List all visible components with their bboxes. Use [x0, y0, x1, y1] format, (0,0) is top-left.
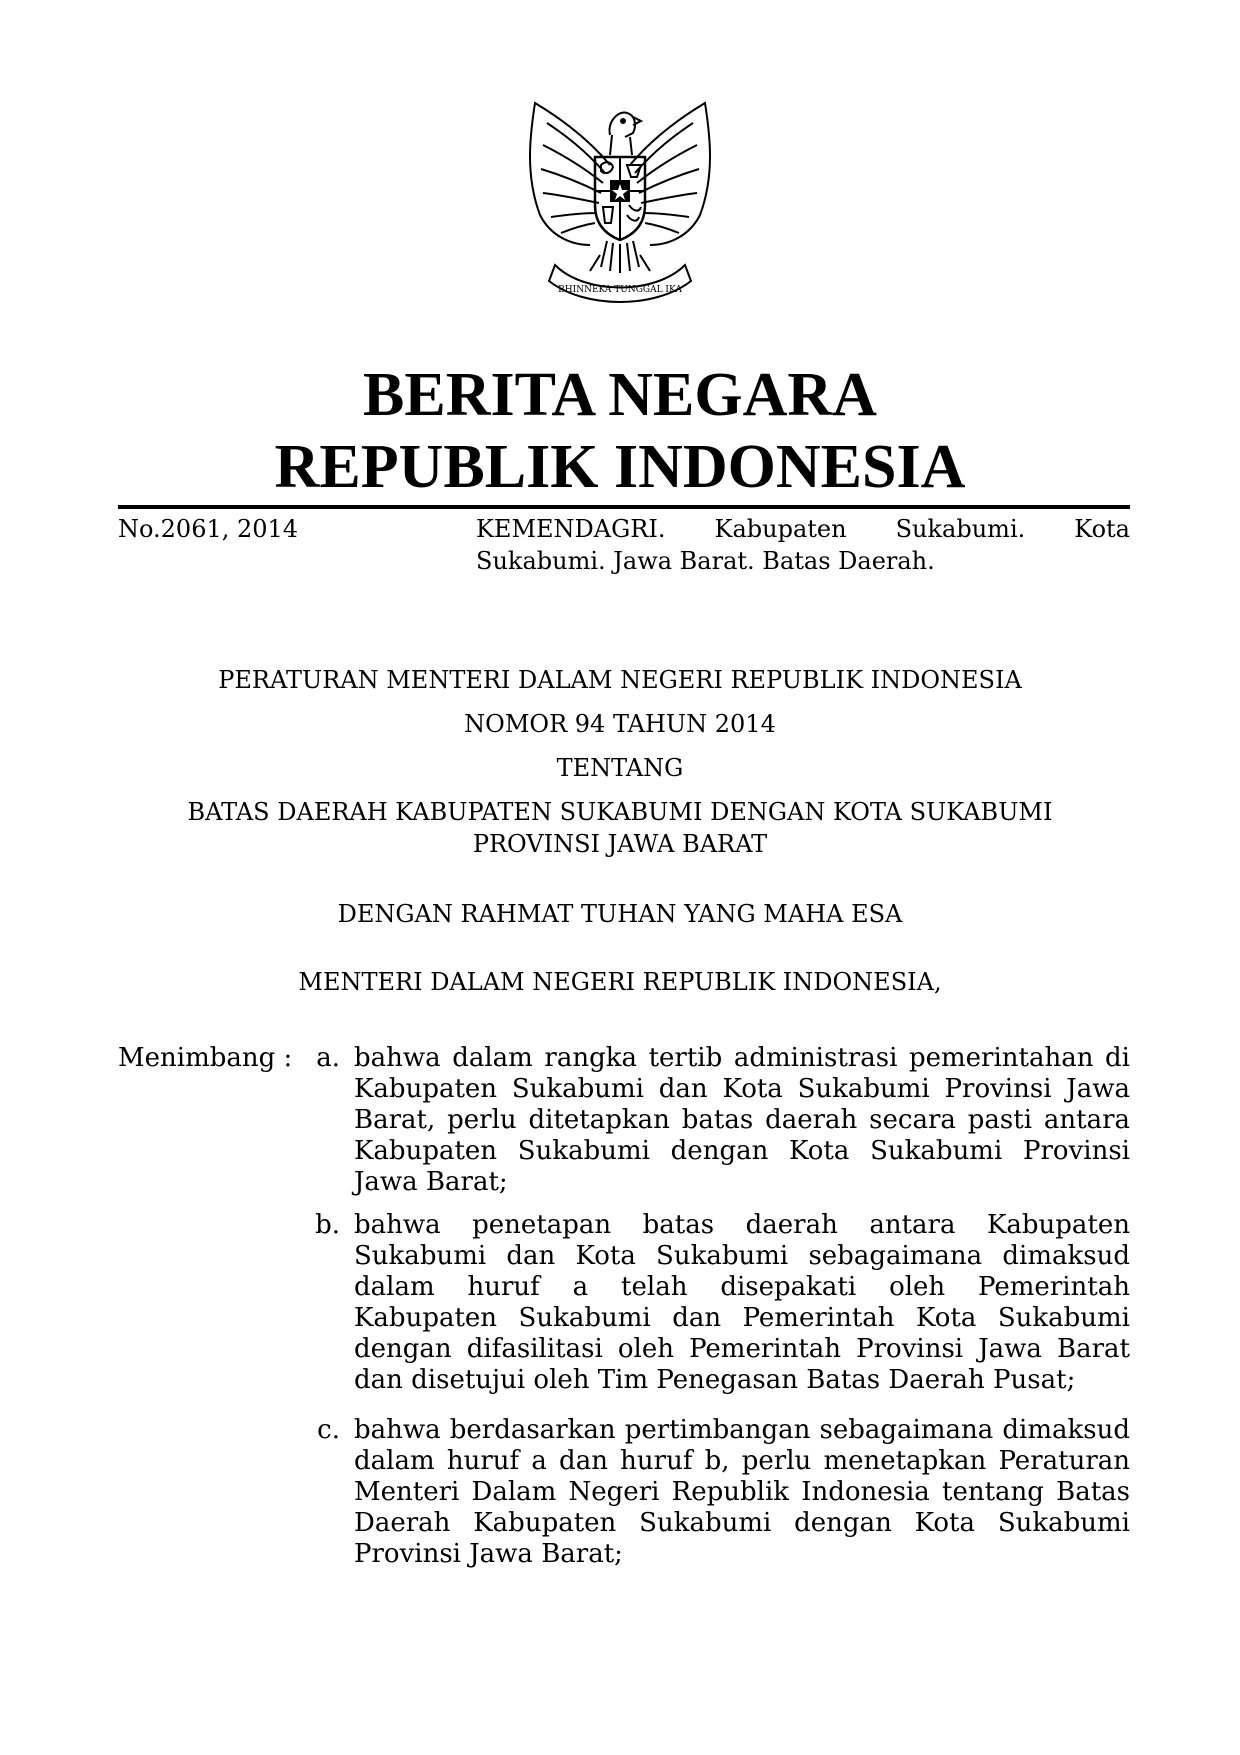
- garuda-pancasila-emblem: [515, 95, 725, 310]
- regulation-about: TENTANG: [556, 754, 684, 782]
- regulation-issuer: MENTERI DALAM NEGERI REPUBLIK INDONESIA,: [298, 968, 942, 996]
- regulation-number: NOMOR 94 TAHUN 2014: [464, 710, 776, 738]
- consideration-letter-c: c.: [317, 1415, 340, 1445]
- consideration-text-b: bahwa penetapan batas daerah antara Kabupaten Sukabumi dan Kota Sukabumi sebagaimana dimaksud dalam huruf a telah disepakati oleh Pemerintah Kabupaten Sukabumi dan Pemerintah Kota Sukabumi dengan difasilitasi oleh Pemerintah Provinsi Jawa Barat dan disetujui oleh Tim Penegasan Batas Daerah Pusat;: [354, 1210, 1130, 1395]
- masthead-divider: [118, 505, 1130, 509]
- consideration-text-c: bahwa berdasarkan pertimbangan sebagaimana dimaksud dalam huruf a dan huruf b, perlu menetapkan Peraturan Menteri Dalam Negeri Republik Indonesia tentang Batas Daerah Kabupaten Sukabumi dengan Kota Sukabumi Provinsi Jawa Barat;: [354, 1415, 1130, 1569]
- consideration-letter-b: b.: [315, 1210, 340, 1240]
- regulation-subject-line2: PROVINSI JAWA BARAT: [472, 830, 768, 858]
- regulation-title: PERATURAN MENTERI DALAM NEGERI REPUBLIK INDONESIA: [218, 666, 1022, 694]
- masthead-title-line2: REPUBLIK INDONESIA: [274, 433, 966, 501]
- masthead-title-line1: BERITA NEGARA: [363, 361, 877, 429]
- emblem-motto: BHINNEKA TUNGGAL IKA: [558, 285, 682, 295]
- consideration-text-a: bahwa dalam rangka tertib administrasi pemerintahan di Kabupaten Sukabumi dan Kota Sukabumi Provinsi Jawa Barat, perlu ditetapkan batas daerah secara pasti antara Kabupaten Sukabumi dengan Kota Sukabumi Provinsi Jawa Barat;: [354, 1043, 1130, 1197]
- considerations-label: Menimbang :: [118, 1043, 293, 1073]
- gazette-subject: KEMENDAGRI. Kabupaten Sukabumi. Kota Sukabumi. Jawa Barat. Batas Daerah.: [476, 515, 1130, 575]
- gazette-number: No.2061, 2014: [118, 515, 299, 543]
- regulation-subject-line1: BATAS DAERAH KABUPATEN SUKABUMI DENGAN KOTA SUKABUMI: [187, 798, 1053, 826]
- consideration-letter-a: a.: [316, 1043, 340, 1073]
- regulation-blessing: DENGAN RAHMAT TUHAN YANG MAHA ESA: [337, 900, 903, 928]
